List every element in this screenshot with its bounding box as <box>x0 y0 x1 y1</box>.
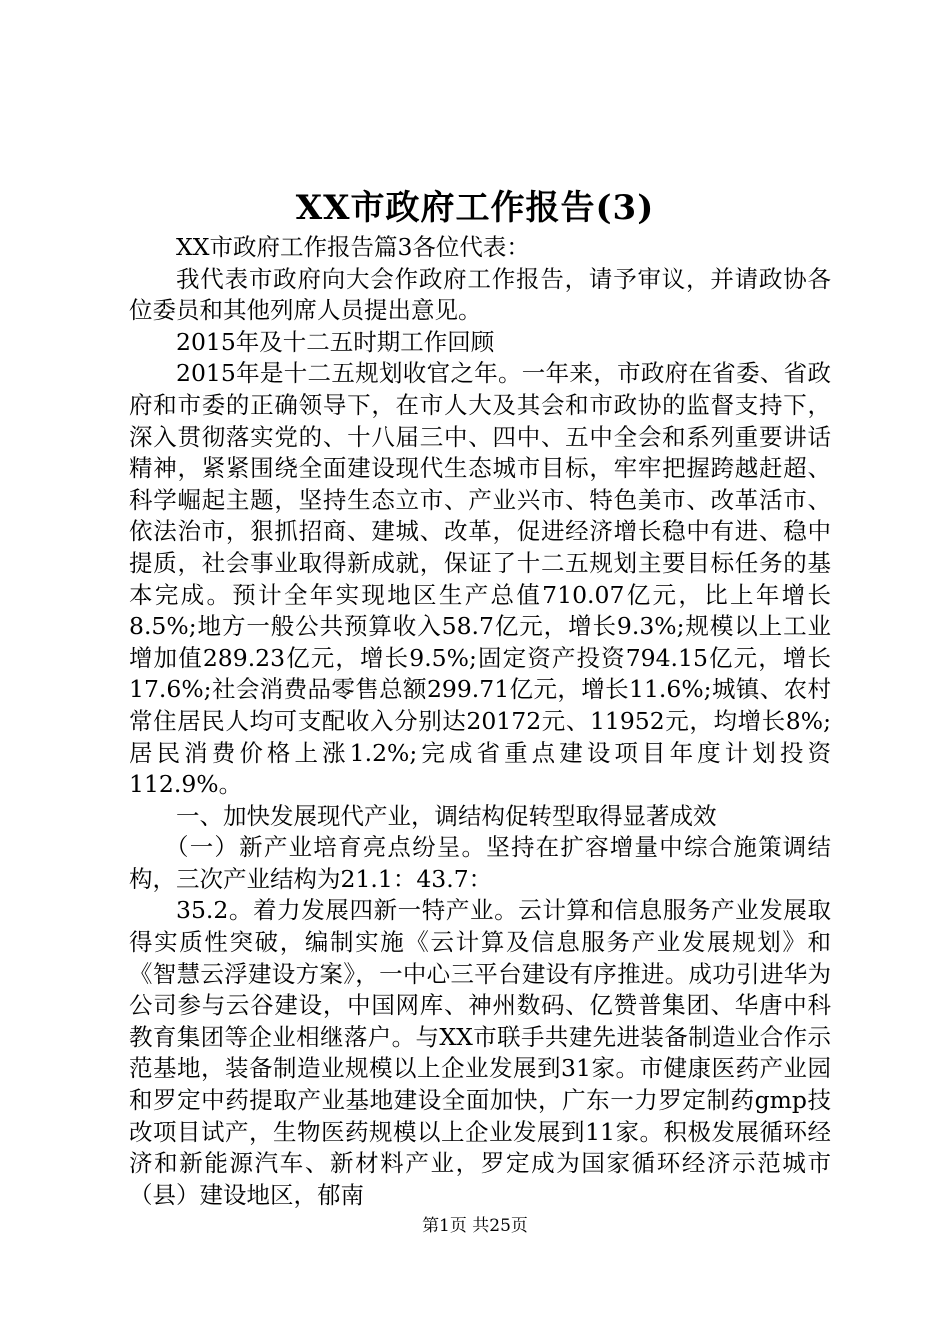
document-body <box>129 232 831 1211</box>
section-heading-industry: 一、加快发展现代产业，调结构促转型取得显著成效 <box>176 801 717 830</box>
paragraph-intro: 我代表市政府向大会作政府工作报告，请予审议，并请政协各位委员和其他列席人员提出意见。 <box>129 264 831 325</box>
paragraph-greeting: XX市政府工作报告篇3各位代表： <box>176 233 530 261</box>
page-number-footer: 第1页 共25页 <box>422 1216 528 1236</box>
paragraph-new-industry: （一）新产业培育亮点纷呈。坚持在扩容增量中综合施策调结构，三次产业结构为21.1：43.7： <box>129 833 831 893</box>
document-title: XX市政府工作报告(3) <box>295 188 655 228</box>
paragraph-2015-summary: 2015年是十二五规划收官之年。一年来，市政府在省委、省政府和市委的正确领导下，在市人大及其会和市政协的监督支持下，深入贯彻落实党的、十八届三中、四中、五中全会和系列重要讲话精神，紧紧围绕全面建设现代生态城市目标，牢牢把握跨越赶超、科学崛起主题，坚持生态立市、产业兴市、特色美市、改革活市、依法治市，狠抓招商、建城、改革，促进经济增长稳中有进、稳中提质，社会事业取得新成就，保证了十二五规划主要目标任务的基本完成。预计全年实现地区生产总值710.07亿元，比上年增长8.5%;地方一般公共预算收入58.7亿元，增长9.3%;规模以上工业增加值289.23亿元，增长9.5%;固定资产投资794.15亿元，增长17.6%;社会消费品零售总额299.71亿元，增长11.6%;城镇、农村常住居民人均可支配收入分别达20172元、11952元，均增长8%;居民消费价格上涨1.2%;完成省重点建设项目年度计划投资112.9%。 <box>129 359 831 799</box>
paragraph-industry-details: 35.2。着力发展四新一特产业。云计算和信息服务产业发展取得实质性突破，编制实施《云计算及信息服务产业发展规划》和《智慧云浮建设方案》，一中心三平台建设有序推进。成功引进华为公司参与云谷建设，中国网库、神州数码、亿赞普集团、华唐中科教育集团等企业相继落户。与XX市联手共建先进装备制造业合作示范基地，装备制造业规模以上企业发展到31家。市健康医药产业园和罗定中药提取产业基地建设全面加快，广东一力罗定制药gmp技改项目试产，生物医药规模以上企业发展到11家。积极发展循环经济和新能源汽车、新材料产业，罗定成为国家循环经济示范城市（县）建设地区，郁南 <box>129 896 831 1209</box>
section-heading-review: 2015年及十二五时期工作回顾 <box>176 327 495 356</box>
